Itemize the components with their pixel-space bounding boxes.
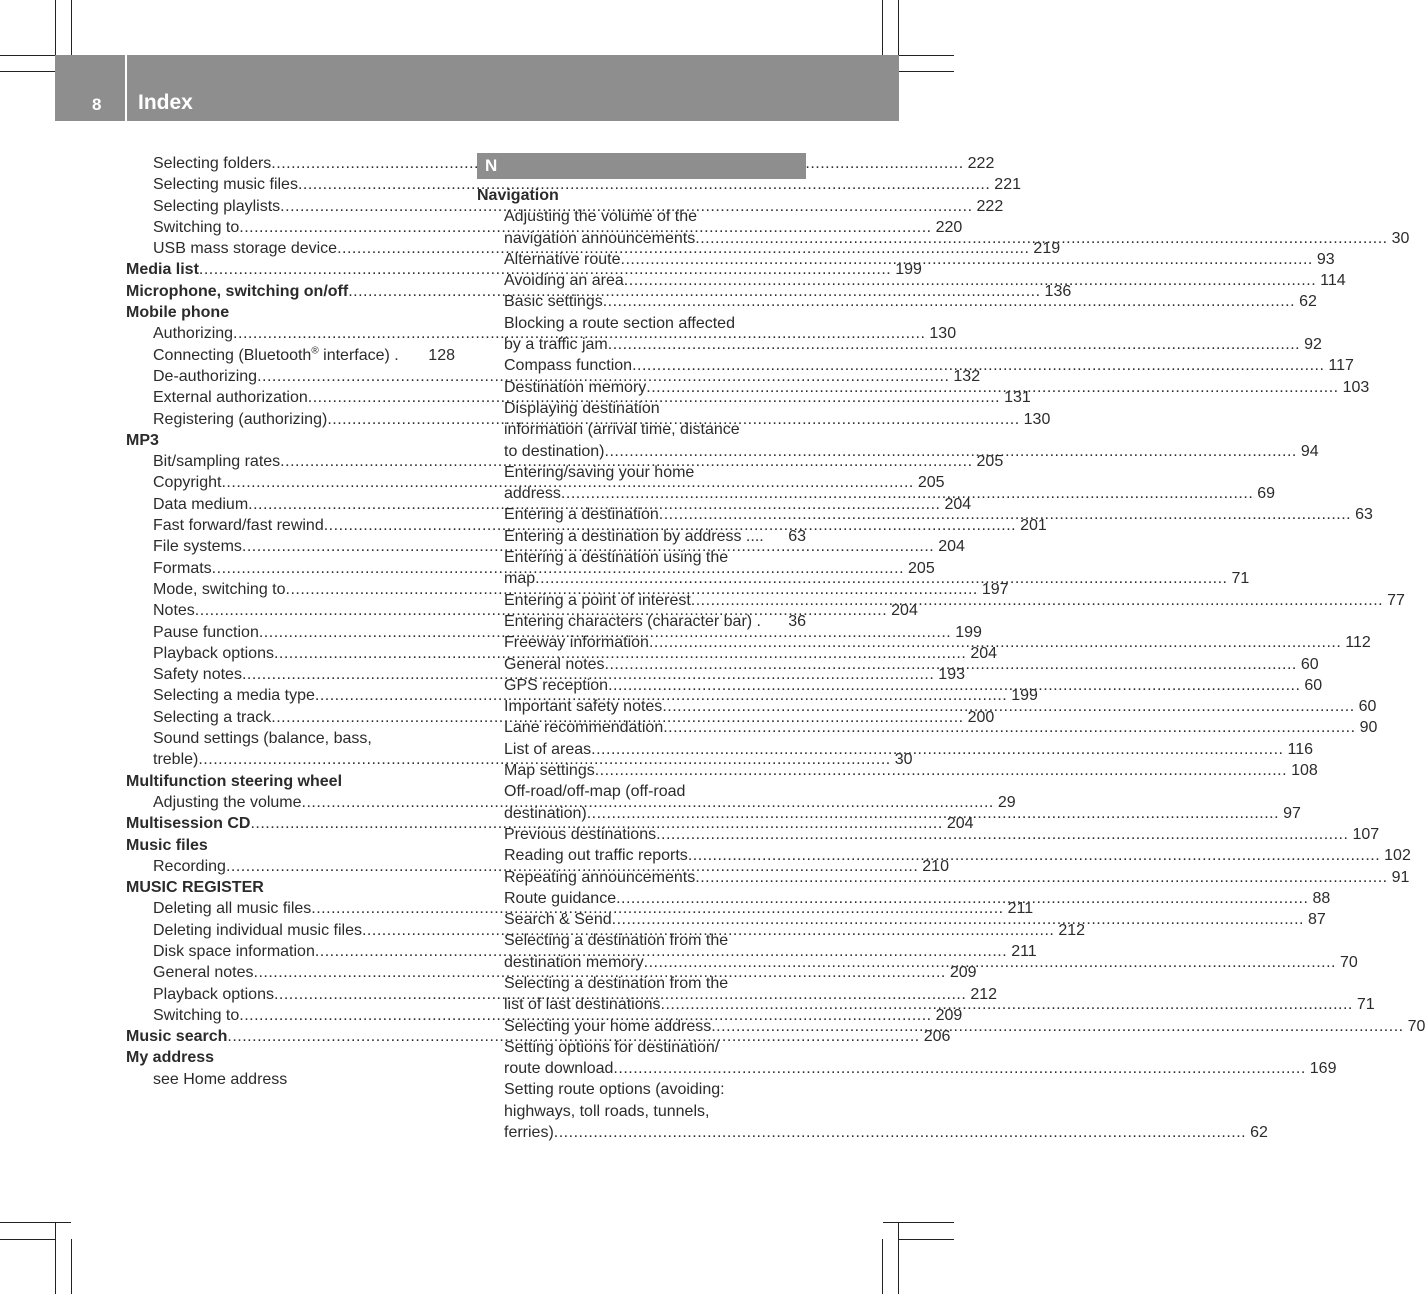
index-entry	[477, 419, 806, 440]
page-ref: 63	[788, 527, 806, 545]
entry-text: map	[504, 570, 536, 588]
dot-leader	[613, 1058, 1305, 1079]
dot-leader	[695, 867, 1387, 888]
index-heading	[126, 1047, 455, 1068]
entry-text: Pause function	[153, 623, 259, 641]
page-number: 8	[92, 95, 102, 114]
index-entry	[477, 1058, 1337, 1079]
entry-text: MP3	[126, 431, 159, 449]
crop-mark	[71, 1239, 72, 1294]
entry-text: Lane recommendation	[504, 719, 664, 737]
dot-leader	[608, 334, 1300, 355]
entry-text: Playback options	[153, 644, 274, 662]
dot-leader	[605, 441, 1297, 462]
crop-mark	[882, 0, 883, 55]
entry-text: External authorization	[153, 389, 308, 407]
dot-leader	[616, 888, 1308, 909]
entry-text: Search & Send	[504, 911, 612, 929]
entry-text: Adjusting the volume	[153, 793, 302, 811]
page-ref: 92	[1304, 336, 1322, 354]
dot-leader	[612, 909, 1304, 930]
page-ref: 90	[1359, 719, 1378, 737]
page-ref: 116	[1287, 740, 1314, 758]
entry-text: Important safety notes	[504, 698, 663, 716]
page-ref: 30	[1391, 229, 1410, 247]
index-entry	[477, 1037, 806, 1058]
dot-leader	[691, 590, 1383, 611]
entry-text: Selecting music files	[153, 176, 298, 194]
page-ref: 205	[917, 474, 945, 492]
page-ref: 93	[1316, 250, 1335, 268]
dot-leader	[688, 845, 1380, 866]
page-ref: 69	[1257, 485, 1276, 503]
crop-mark	[0, 1222, 71, 1223]
dot-leader	[603, 291, 1295, 312]
entry-text: List of areas	[504, 740, 592, 758]
entry-text: Selecting a destination from the	[504, 932, 729, 950]
page-ref: 222	[976, 197, 1004, 215]
page-ref: 136	[1044, 282, 1072, 300]
page-ref: 70	[1339, 953, 1358, 971]
entry-text: Media list	[126, 261, 199, 279]
entry-text: Deleting individual music files	[153, 921, 362, 939]
page-ref: 29	[997, 793, 1016, 811]
entry-text: Repeating announcements	[504, 868, 696, 886]
dot-leader	[663, 717, 1355, 738]
entry-text: ferries)	[504, 1124, 554, 1142]
entry-text: Entering/saving your home	[504, 463, 695, 481]
dot-leader	[587, 803, 1279, 824]
page-ref: 199	[955, 623, 982, 641]
crop-mark	[0, 55, 55, 56]
entry-text: Freeway information	[504, 634, 649, 652]
entry-text: Selecting playlists	[153, 197, 281, 215]
page-ref: 197	[981, 580, 1009, 598]
entry-text: USB mass storage device	[153, 240, 338, 258]
entry-text: Selecting a media type	[153, 687, 315, 705]
dot-leader	[644, 952, 1336, 973]
entry-text: Registering (authorizing)	[153, 410, 328, 428]
page-ref: 212	[970, 985, 998, 1003]
page-ref: 206	[923, 1028, 951, 1046]
entry-text: GPS reception	[504, 676, 609, 694]
page-ref: 71	[1356, 996, 1375, 1014]
entry-text: De-authorizing	[153, 367, 258, 385]
page-ref: 169	[1309, 1060, 1337, 1078]
dot-leader	[595, 760, 1287, 781]
page-ref: 102	[1384, 847, 1411, 865]
entry-text: Authorizing	[153, 325, 234, 343]
entry-text: My address	[126, 1049, 215, 1067]
index-entry	[477, 611, 806, 632]
entry-text: Adjusting the volume of the	[504, 208, 698, 226]
index-entry	[477, 973, 806, 994]
index-entry	[477, 930, 806, 951]
dot-leader	[695, 228, 1387, 249]
index-entry	[477, 1122, 1268, 1143]
page-ref: 193	[938, 666, 965, 684]
page-ref: 204	[938, 538, 965, 556]
page-ref: 60	[1358, 698, 1377, 716]
page-ref: 60	[1304, 676, 1323, 694]
dot-leader	[605, 654, 1297, 675]
entry-text: Switching to	[153, 218, 240, 236]
entry-text: Copyright	[153, 474, 222, 492]
entry-text: Deleting all music files	[153, 900, 312, 918]
entry-text: Entering a destination using the	[504, 549, 729, 567]
dot-leader	[621, 249, 1313, 270]
page-ref: 212	[1058, 921, 1086, 939]
page-ref: 211	[1007, 900, 1034, 918]
index-entry	[477, 1101, 806, 1122]
entry-text: navigation announcements	[504, 229, 696, 247]
entry-text: File systems	[153, 538, 242, 556]
index-entry	[477, 1079, 806, 1100]
entry-text: Entering characters (character bar) .	[504, 612, 761, 630]
entry-text: Data medium	[153, 495, 249, 513]
entry-text: information (arrival time, distance	[504, 421, 740, 439]
index-entry	[477, 867, 1410, 888]
page-ref: 114	[1320, 272, 1346, 290]
entry-text: Selecting a destination from the	[504, 974, 729, 992]
entry-text: Recording	[153, 857, 226, 875]
index-entry	[126, 345, 455, 366]
index-heading	[477, 185, 806, 206]
page-ref: 70	[1407, 1017, 1425, 1035]
entry-text: Multisession CD	[126, 815, 251, 833]
page-ref: 200	[967, 708, 995, 726]
index-heading	[126, 771, 455, 792]
entry-text: Entering a destination by address ....	[504, 527, 764, 545]
index-entry	[477, 398, 806, 419]
entry-text: to destination)	[504, 442, 605, 460]
entry-text: Map settings	[504, 762, 595, 780]
dot-leader	[711, 1016, 1403, 1037]
page-ref: 107	[1352, 825, 1380, 843]
page-ref: 205	[908, 559, 935, 577]
page-ref: 91	[1391, 868, 1410, 886]
entry-text: Selecting your home address	[504, 1017, 712, 1035]
entry-text: see Home address	[153, 1070, 288, 1088]
page-ref: 199	[1011, 687, 1038, 705]
page-ref: 201	[1020, 517, 1047, 535]
page-ref: 112	[1345, 634, 1371, 652]
crop-mark	[899, 1239, 954, 1240]
entry-text: Setting route options (avoiding:	[504, 1081, 725, 1099]
dot-leader	[535, 568, 1227, 589]
page-ref: 30	[894, 751, 913, 769]
index-entry	[477, 781, 806, 802]
page-ref: 60	[1300, 655, 1319, 673]
page-ref: 97	[1283, 804, 1301, 822]
page-ref: 209	[935, 1006, 963, 1024]
page-ref: 77	[1387, 591, 1405, 609]
index-entry	[477, 547, 806, 568]
entry-text: Entering a point of interest	[504, 591, 691, 609]
entry-text: treble)	[153, 751, 199, 769]
entry-text: Music search	[126, 1028, 228, 1046]
page-ref: 36	[788, 612, 806, 630]
entry-text: Compass function	[504, 357, 633, 375]
entry-text: highways, toll roads, tunnels,	[504, 1102, 710, 1120]
entry-text: Previous destinations	[504, 825, 657, 843]
page-ref: 210	[922, 857, 949, 875]
entry-text: Reading out traffic reports	[504, 847, 688, 865]
page-ref: 219	[1033, 240, 1061, 258]
entry-text: Route guidance	[504, 889, 617, 907]
page-ref: 204	[944, 495, 972, 513]
index-entry	[126, 174, 1021, 195]
entry-text: destination)	[504, 804, 587, 822]
page-title: Index	[138, 91, 193, 114]
page-ref: 222	[967, 155, 995, 172]
page-ref: 108	[1291, 762, 1318, 780]
entry-text: Safety notes	[153, 666, 242, 684]
page-ref: 204	[946, 815, 974, 833]
entry-text: General notes	[504, 655, 605, 673]
index-entry	[477, 313, 806, 334]
page-ref: 94	[1300, 442, 1319, 460]
page-ref: 211	[1011, 942, 1037, 960]
entry-text: Multifunction steering wheel	[126, 772, 343, 790]
index-heading	[126, 430, 455, 451]
entry-text: destination memory	[504, 953, 644, 971]
page-ref: 128	[428, 346, 455, 364]
crop-mark	[71, 0, 72, 55]
page-ref: 132	[953, 367, 981, 385]
entry-text: Displaying destination	[504, 399, 660, 417]
page-ref: 220	[935, 218, 963, 236]
entry-text: address	[504, 485, 561, 503]
entry-text: Selecting a track	[153, 708, 272, 726]
entry-text: Entering a destination	[504, 506, 659, 524]
crop-mark	[898, 1223, 899, 1294]
index-entry	[477, 206, 806, 227]
page-ref: 204	[891, 602, 918, 620]
index-entry	[126, 1069, 455, 1090]
section-letter-n: N	[477, 153, 806, 179]
crop-mark	[882, 1239, 883, 1294]
index-entry	[477, 462, 806, 483]
entry-text: Alternative route	[504, 250, 621, 268]
dot-leader	[632, 355, 1324, 376]
page-ref: 131	[1004, 389, 1031, 407]
entry-text: Music files	[126, 836, 208, 854]
entry-text: route download	[504, 1060, 614, 1078]
page-ref: 87	[1307, 911, 1326, 929]
page-ref: 130	[929, 325, 957, 343]
entry-text: Destination memory	[504, 378, 647, 396]
entry-text: Playback options	[153, 985, 274, 1003]
entry-text: Avoiding an area	[504, 272, 624, 290]
page-ref: 117	[1328, 357, 1354, 375]
entry-text: Mobile phone	[126, 304, 230, 322]
crop-mark	[55, 1223, 56, 1294]
dot-leader	[624, 270, 1316, 291]
dot-leader	[649, 632, 1341, 653]
page-ref: 88	[1312, 889, 1331, 907]
entry-text: Bit/sampling rates	[153, 453, 281, 471]
page-ref: 199	[895, 261, 922, 279]
entry-text: Disk space information	[153, 942, 315, 960]
dot-leader	[608, 675, 1300, 696]
entry-text: by a traffic jam	[504, 336, 608, 354]
page-ref: 103	[1342, 378, 1370, 396]
page-ref: 205	[976, 453, 1004, 471]
entry-text: Off-road/off-map (off-road	[504, 783, 686, 801]
index-entry	[477, 526, 806, 547]
entry-text: Selecting folders	[153, 155, 272, 172]
entry-text: list of last destinations	[504, 996, 661, 1014]
page-ref: 130	[1023, 410, 1051, 428]
crop-mark	[883, 1222, 954, 1223]
entry-text: Sound settings (balance, bass,	[153, 730, 372, 748]
dot-leader	[591, 739, 1283, 760]
dot-leader	[554, 1122, 1246, 1143]
entry-text: Notes	[153, 602, 195, 620]
dot-leader	[659, 504, 1351, 525]
entry-text: Mode, switching to	[153, 580, 286, 598]
page-ref: 62	[1299, 293, 1317, 311]
page-ref: 204	[970, 644, 998, 662]
entry-text: Formats	[153, 559, 212, 577]
dot-leader	[646, 377, 1338, 398]
index-heading	[126, 835, 455, 856]
index-entry	[126, 153, 995, 174]
index-heading	[126, 877, 455, 898]
page-ref: 71	[1231, 570, 1250, 588]
entry-text: Fast forward/fast rewind	[153, 517, 324, 535]
dot-leader	[662, 696, 1354, 717]
entry-text: Connecting (Bluetooth® interface) .	[153, 345, 399, 364]
entry-text: Blocking a route section affected	[504, 314, 735, 332]
page-ref: 63	[1355, 506, 1373, 524]
dot-leader	[561, 483, 1253, 504]
dot-leader	[656, 824, 1348, 845]
header-divider	[125, 55, 127, 121]
crop-mark	[899, 55, 954, 56]
entry-text: General notes	[153, 964, 254, 982]
entry-text: Switching to	[153, 1006, 240, 1024]
entry-text: Microphone, switching on/off	[126, 282, 349, 300]
page-ref: 221	[994, 176, 1021, 194]
crop-mark	[0, 1239, 55, 1240]
entry-text: Setting options for destination/	[504, 1038, 720, 1056]
index-heading	[126, 302, 455, 323]
dot-leader	[661, 994, 1353, 1015]
entry-text: MUSIC REGISTER	[126, 879, 264, 897]
index-entry	[126, 728, 455, 749]
page-ref: 62	[1250, 1124, 1268, 1142]
entry-text: Basic settings	[504, 293, 603, 311]
entry-text: Navigation	[477, 187, 559, 204]
page-header	[55, 55, 899, 121]
page-ref: 209	[949, 964, 977, 982]
